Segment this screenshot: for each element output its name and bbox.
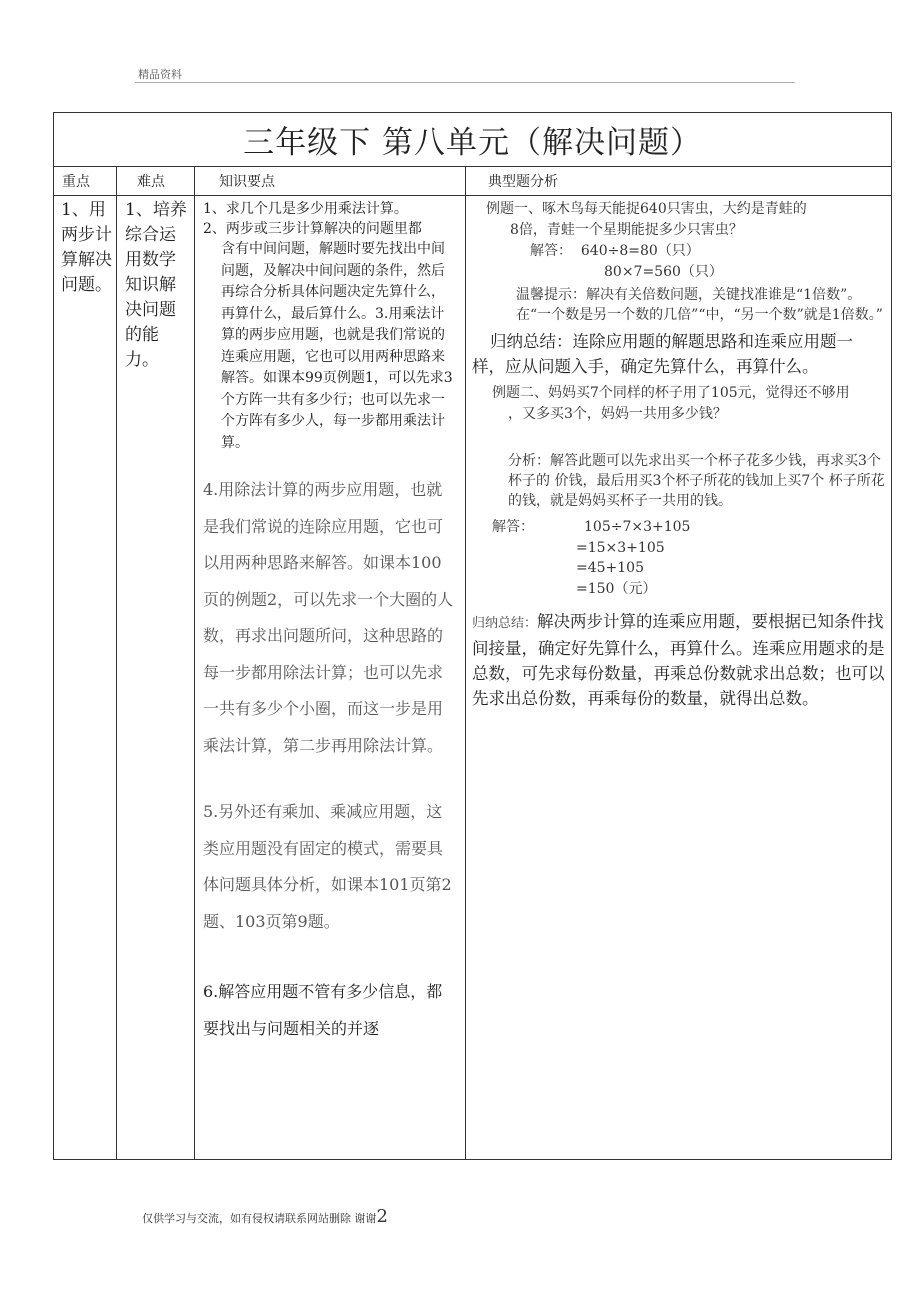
example-1-question-line-2: 8倍，青蛙一个星期能捉多少只害虫？	[510, 222, 743, 238]
analysis-cell	[466, 196, 892, 1160]
column-header-difficulty: 难点	[117, 167, 195, 196]
example-1-answer-line-2: 80×7=560（只）	[604, 264, 723, 280]
knowledge-point-4: 4.用除法计算的两步应用题，也就是我们常说的连除应用题，它也可以用两种思路来解答。如课本100页的例题2，可以先求一个大圈的人数，再求出问题所问，这种思路的每一步都用除法计算；也可以先求一共有多少个小圈，而这一步是用乘法计算，第二步再用除法计算。	[203, 480, 454, 755]
footer-text: 仅供学习与交流，如有侵权请联系网站删除 谢谢	[142, 1212, 377, 1225]
column-header-knowledge: 知识要点	[195, 167, 466, 196]
calculation-label: 解答：	[492, 519, 534, 535]
example-2-calculation	[472, 517, 885, 599]
header-divider	[135, 82, 795, 83]
calculation-step-1: 105÷7×3+105	[584, 519, 691, 535]
difficulty-cell	[117, 196, 195, 1160]
summary-2-text: 解决两步计算的连乘应用题，要根据已知条件找间接量，确定好先算什么，再算什么。连乘应用题求的是总数，可先求每份数量，再乘总份数就求出总数；也可以先求出总份数，再乘每份的数量，就得出总数。	[472, 612, 885, 708]
key-point-cell	[54, 196, 117, 1160]
column-header-analysis: 典型题分析	[466, 167, 892, 196]
page-footer	[142, 1206, 388, 1227]
knowledge-cell	[195, 196, 466, 1160]
knowledge-point-5: 5.另外还有乘加、乘减应用题，这类应用题没有固定的模式，需要具体问题具体分析，如课本101页第2题、103页第9题。	[203, 802, 452, 931]
page-title: 三年级下 第八单元（解决问题）	[54, 113, 892, 167]
column-header-key-point: 重点	[54, 167, 117, 196]
page-header-label: 精品资料	[138, 68, 182, 81]
example-2	[472, 383, 885, 425]
example-2-question-line-1: 例题二、妈妈买7个同样的杯子用了105元，觉得还不够用	[492, 385, 850, 401]
summary-1-text: 归纳总结：连除应用题的解题思路和连乘应用题一样，应从问题入手，确定先算什么，再算什么。	[472, 332, 853, 376]
calculation-step-4: =150（元）	[576, 580, 657, 597]
example-1	[472, 199, 885, 283]
knowledge-point-1: 1、求几个几是多少用乘法计算。	[203, 201, 408, 217]
lesson-table	[53, 112, 892, 1160]
summary-1	[472, 329, 885, 379]
example-1-tip: 温馨提示：解决有关倍数问题，关键找准谁是“1倍数”。在“一个数是另一个数的几倍”“中，“另一个数”就是1倍数。”	[516, 287, 883, 323]
knowledge-point-2-first-line: 2、两步或三步计算解决的问题里都	[203, 221, 422, 237]
knowledge-point-2-body: 含有中间问题，解题时要先找出中间问题，及解决中间问题的条件，然后再综合分析具体问题决定先算什么，再算什么，最后算什么。3.用乘法计算的两步应用题，也就是我们常说的连乘应用题，它也可以用两种思路来解答。如课本99页例题1，可以先求3个方阵一共有多少行；也可以先求一个方阵有多少人，每一步都用乘法计算。	[221, 241, 453, 451]
example-2-analysis: 分析：解答此题可以先求出买一个杯子花多少钱，再求买3个 杯子的 价钱，最后用买3个杯子所花的钱加上买7个 杯子所花的钱，就是妈妈买杯子一共用的钱。	[508, 453, 885, 509]
key-point-text: 1、用两步计算解决问题。	[61, 200, 112, 295]
summary-2-label: 归纳总结：	[472, 616, 538, 631]
summary-2	[472, 609, 885, 711]
page-number: 2	[376, 1206, 388, 1227]
example-1-answer-line-1: 解答： 640÷8=80（只）	[530, 243, 700, 259]
difficulty-text: 1、培养综合运用数学知识解决问题的能力。	[125, 200, 187, 370]
knowledge-point-6: 6.解答应用题不管有多少信息，都要找出与问题相关的并逐	[203, 982, 443, 1038]
calculation-step-2: =15×3+105	[576, 539, 665, 556]
example-1-question-line-1: 例题一、啄木鸟每天能捉640只害虫，大约是青蛙的	[486, 201, 807, 217]
calculation-step-3: =45+105	[576, 560, 644, 576]
example-2-question-line-2: ，又多买3个，妈妈一共用多少钱？	[508, 406, 727, 422]
